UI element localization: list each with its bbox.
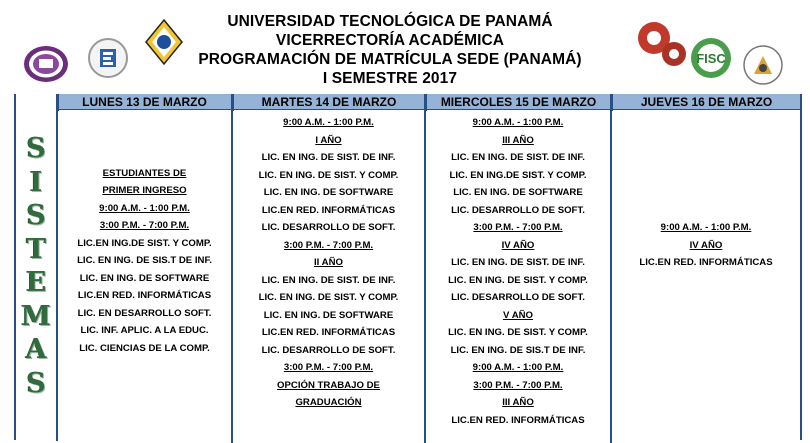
- column-wednesday: [424, 111, 610, 443]
- schedule-line: IV AÑO: [689, 239, 723, 251]
- program-sidebar: [16, 94, 56, 440]
- schedule-line: 9:00 A.M. - 1:00 P.M.: [99, 202, 190, 214]
- schedule-line: LIC. DESARROLLO DE SOFT.: [261, 222, 396, 233]
- schedule-line: II AÑO: [314, 257, 343, 268]
- schedule-line: LIC. DESARROLLO DE SOFT.: [261, 344, 396, 356]
- sidebar-letter: I: [29, 166, 43, 198]
- schedule-line: 9:00 A.M. - 1:00 P.M.: [472, 117, 564, 128]
- schedule-line: LIC. EN ING.DE SIST. Y COMP.: [449, 169, 587, 181]
- schedule-line: LIC.EN RED. INFORMÁTICAS: [261, 204, 396, 216]
- schedule-line: LIC. EN ING. DE SIST. Y COMP.: [258, 169, 399, 181]
- column-monday: [56, 111, 231, 441]
- column-heading-thursday: JUEVES 16 DE MARZO: [613, 94, 800, 110]
- spacer-line: [612, 184, 800, 202]
- schedule-line: LIC.EN RED. INFORMÁTICAS: [77, 290, 212, 301]
- schedule-line: LIC. EN ING. DE SIS.T DE INF.: [77, 255, 212, 266]
- document-header: [0, 0, 810, 92]
- schedule-line: 3:00 P.M. - 7:00 P.M.: [99, 220, 190, 231]
- schedule-line: III AÑO: [502, 134, 534, 146]
- schedule-table: [14, 94, 802, 440]
- schedule-line: LIC.EN ING.DE SIST. Y COMP.: [77, 237, 212, 249]
- gear-emblem-logo: [632, 14, 690, 72]
- sidebar-letter: S: [26, 367, 46, 399]
- schedule-line: LIC.EN RED. INFORMÁTICAS: [261, 327, 396, 338]
- university-title: UNIVERSIDAD TECNOLÓGICA DE PANAMÁ: [227, 13, 553, 30]
- column-heading-tuesday: MARTES 14 DE MARZO: [234, 94, 424, 110]
- spacer-line: [612, 202, 800, 220]
- student-association-logo: [740, 44, 786, 86]
- schedule-line: 9:00 A.M. - 1:00 P.M.: [283, 117, 374, 128]
- schedule-line: 3:00 P.M. - 7:00 P.M.: [283, 362, 374, 373]
- header-divider: [424, 94, 427, 111]
- spacer-line: [612, 132, 800, 150]
- schedule-line: LIC. EN ING. DE SIST. DE INF.: [261, 274, 396, 286]
- semester-title: I SEMESTRE 2017: [322, 70, 458, 87]
- header-divider: [610, 94, 613, 111]
- schedule-line: LIC. DESARROLLO DE SOFT.: [451, 204, 585, 216]
- schedule-line: 3:00 P.M. - 7:00 P.M.: [473, 379, 563, 391]
- schedule-line: PRIMER INGRESO: [102, 185, 187, 196]
- svg-text:FISC: FISC: [696, 51, 726, 66]
- schedule-line: LIC. EN ING. DE SIST. Y COMP.: [448, 327, 588, 338]
- column-heading-wednesday: MIERCOLES 15 DE MARZO: [427, 94, 610, 110]
- column-heading-monday: LUNES 13 DE MARZO: [58, 94, 231, 110]
- schedule-line: IV AÑO: [501, 239, 535, 251]
- schedule-line: GRADUACIÓN: [295, 397, 362, 408]
- schedule-line: LIC. DESARROLLO DE SOFT.: [451, 292, 585, 303]
- spacer-line: [612, 114, 800, 132]
- header-divider: [231, 94, 234, 111]
- schedule-line: LIC. EN ING. DE SIST. Y COMP.: [448, 274, 588, 286]
- faculty-emblem-logo: [84, 36, 132, 80]
- schedule-line: ESTUDIANTES DE: [102, 167, 187, 179]
- header-divider: [56, 94, 59, 111]
- column-thursday: [610, 111, 800, 443]
- schedule-line: LIC. EN ING. DE SIST. DE INF.: [451, 257, 585, 268]
- spacer-line: [58, 130, 231, 148]
- schedule-line: LIC. EN DESARROLLO SOFT.: [77, 307, 212, 319]
- schedule-line: LIC. CIENCIAS DE LA COMP.: [79, 342, 210, 354]
- title-block: [185, 12, 595, 88]
- sidebar-letter: A: [25, 334, 47, 365]
- schedule-line: 3:00 P.M. - 7:00 P.M.: [473, 222, 563, 233]
- schedule-line: I AÑO: [315, 134, 342, 146]
- schedule-line: LIC. EN ING. DE SIST. DE INF.: [451, 152, 585, 163]
- schedule-line: V AÑO: [502, 309, 534, 321]
- schedule-line: 9:00 A.M. - 1:00 P.M.: [472, 362, 564, 373]
- sidebar-letter: M: [21, 300, 51, 332]
- schedule-line: LIC. EN ING. DE SIST. DE INF.: [261, 152, 396, 163]
- sidebar-letter: S: [26, 200, 46, 231]
- column-tuesday: [231, 111, 424, 443]
- schedule-line: LIC. EN ING. DE SIST. Y COMP.: [258, 292, 399, 303]
- schedule-line: LIC. INF. APLIC. A LA EDUC.: [80, 325, 209, 336]
- schedule-line: OPCIÓN TRABAJO DE: [277, 379, 380, 391]
- spacer-line: [612, 149, 800, 167]
- schedule-line: 9:00 A.M. - 1:00 P.M.: [660, 222, 752, 233]
- schedule-line: LIC. EN ING. DE SOFTWARE: [453, 187, 583, 198]
- schedule-line: LIC.EN RED. INFORMÁTICAS: [639, 257, 773, 268]
- program-title: PROGRAMACIÓN DE MATRÍCULA SEDE (PANAMÁ): [198, 51, 582, 68]
- schedule-line: LIC. EN ING. DE SIS.T DE INF.: [450, 344, 586, 356]
- sidebar-letter: T: [25, 233, 47, 265]
- schedule-line: LIC. EN ING. DE SOFTWARE: [263, 187, 394, 198]
- schedule-line: III AÑO: [502, 397, 534, 408]
- utp-seal-logo: [22, 44, 70, 84]
- schedule-line: LIC. EN ING. DE SOFTWARE: [79, 272, 210, 284]
- vice-rectorate-title: VICERRECTORÍA ACADÉMICA: [275, 32, 505, 49]
- spacer-line: [58, 112, 231, 130]
- diamond-crest-logo: [144, 18, 184, 66]
- schedule-line: 3:00 P.M. - 7:00 P.M.: [283, 239, 374, 251]
- spacer-line: [58, 147, 231, 165]
- schedule-line: LIC. EN ING. DE SOFTWARE: [263, 309, 394, 321]
- schedule-line: LIC.EN RED. INFORMÁTICAS: [451, 414, 585, 426]
- sidebar-letter: S: [26, 133, 46, 164]
- fisc-logo: [688, 36, 734, 80]
- sidebar-letter: E: [25, 267, 47, 298]
- spacer-line: [612, 167, 800, 185]
